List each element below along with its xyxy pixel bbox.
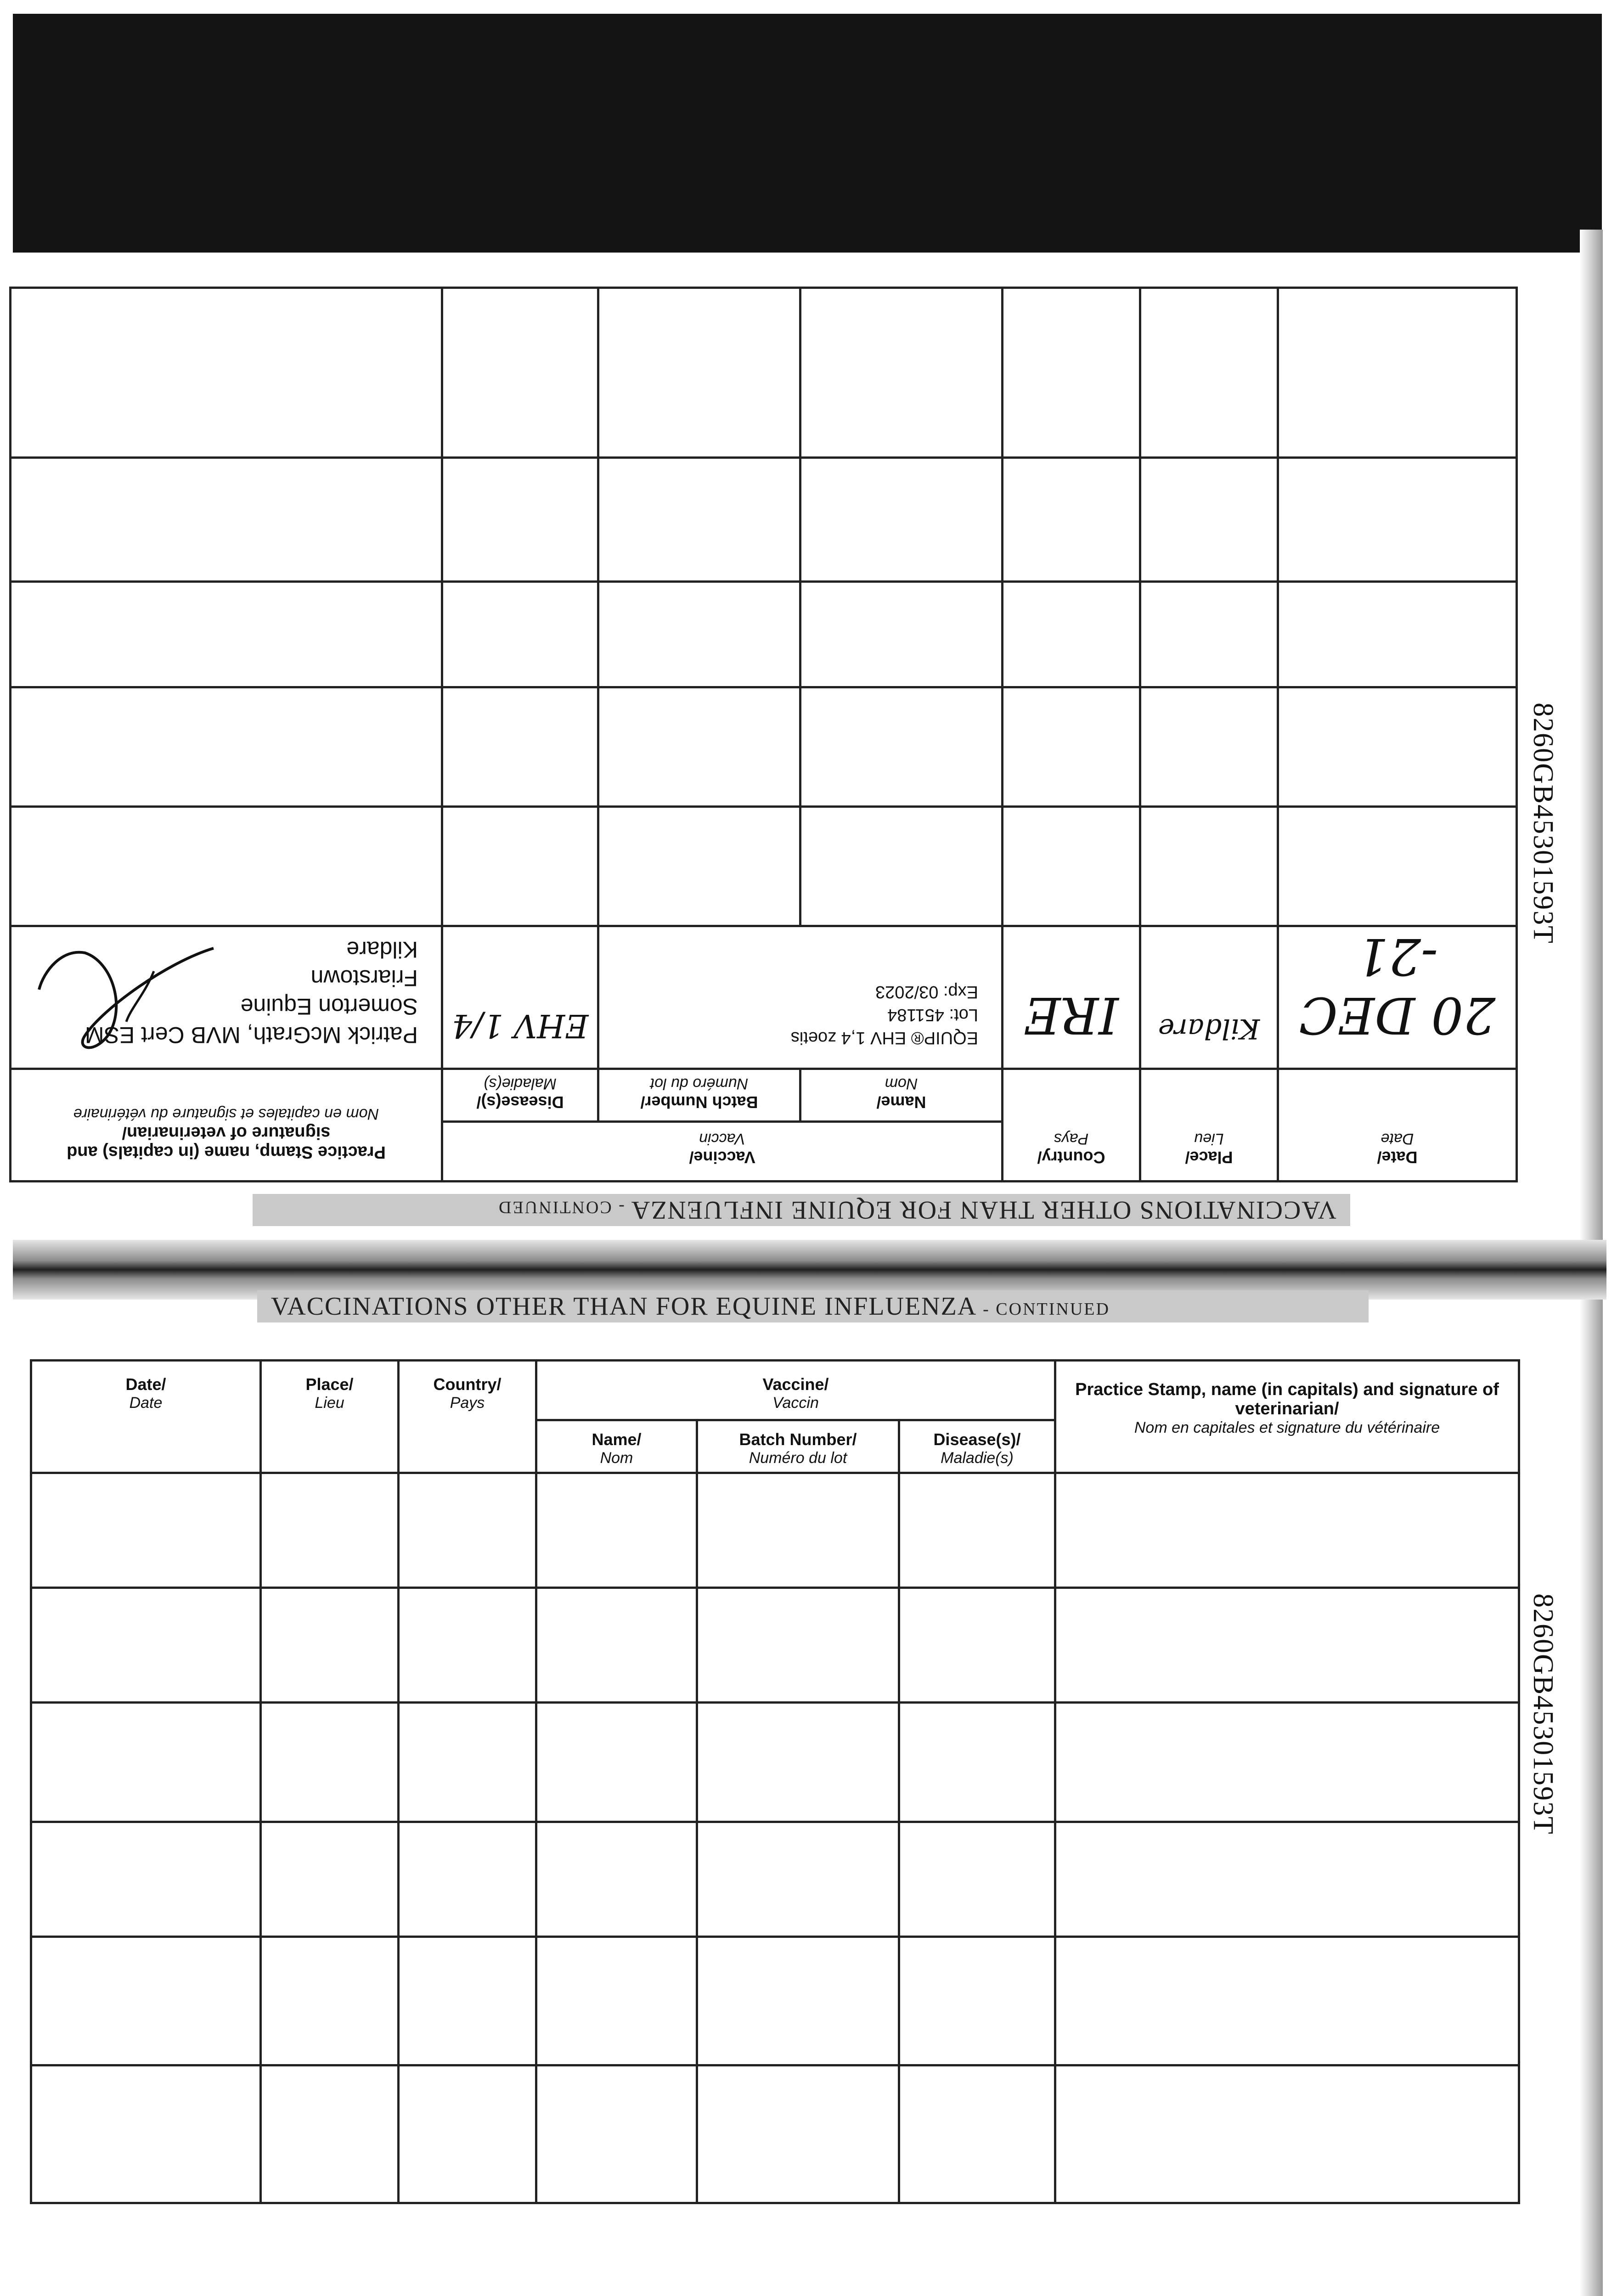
top-page-rotated <box>11 287 1518 1182</box>
table-row <box>11 687 1517 807</box>
table-row <box>31 1473 1519 1588</box>
entry-vaccine: EQUIP® EHV 1,4 zoetis Lot: 451184 Exp: 03/2023 <box>598 926 1003 1069</box>
header-vaccine: Vaccine/ Vaccin <box>536 1361 1055 1420</box>
header-vaccine: Vaccine/ Vaccin <box>442 1122 1003 1182</box>
document-code-bottom: 8260GB45301593T <box>1527 1593 1559 1835</box>
header-place: Place/ Lieu <box>1140 1069 1278 1182</box>
signature-image <box>30 925 223 1063</box>
table-row <box>31 1937 1519 2065</box>
entry-stamp: Patrick McGrath, MVB Cert ESM Somerton Equine Friarstown Kildare <box>11 926 442 1069</box>
header-disease: Disease(s)/ Maladie(s) <box>899 1420 1055 1473</box>
header-name: Name/ Nom <box>536 1420 697 1473</box>
header-date: Date/ Date <box>31 1361 261 1473</box>
table-row <box>31 1588 1519 1703</box>
section-title-band-top: VACCINATIONS OTHER THAN FOR EQUINE INFLUENZA - CONTINUED <box>253 1194 1350 1226</box>
entry-disease: EHV 1/4 <box>442 926 598 1069</box>
header-stamp: Practice Stamp, name (in capitals) and signature of veterinarian/ Nom en capitales et signature du vétérinaire <box>1055 1361 1519 1473</box>
scan-dark-border <box>13 14 1602 253</box>
header-country: Country/ Pays <box>399 1361 536 1473</box>
header-stamp: Practice Stamp, name (in capitals) and signature of veterinarian/ Nom en capitales et signature du vétérinaire <box>11 1069 442 1182</box>
entry-place: Kildare <box>1140 926 1278 1069</box>
table-row <box>11 288 1517 458</box>
table-row <box>31 1703 1519 1822</box>
table-row <box>11 458 1517 582</box>
header-date: Date/ Date <box>1278 1069 1517 1182</box>
header-country: Country/ Pays <box>1003 1069 1140 1182</box>
header-batch: Batch Number/ Numéro du lot <box>697 1420 899 1473</box>
table-row <box>31 2065 1519 2203</box>
header-batch: Batch Number/ Numéro du lot <box>598 1069 800 1122</box>
header-place: Place/ Lieu <box>261 1361 399 1473</box>
table-row <box>11 582 1517 687</box>
top-band-rotated <box>266 1194 1350 1226</box>
table-row <box>11 807 1517 926</box>
document-code-top: 8260GB45301593T <box>1527 703 1559 944</box>
vaccination-table-bottom <box>30 1359 1520 2204</box>
entry-country: IRE <box>1003 926 1140 1069</box>
header-disease: Disease(s)/ Maladie(s) <box>442 1069 598 1122</box>
vaccination-table-top <box>9 287 1518 1182</box>
entry-date: 20 DEC -21 <box>1278 926 1517 1069</box>
section-title-band: VACCINATIONS OTHER THAN FOR EQUINE INFLUENZA - CONTINUED <box>257 1290 1369 1322</box>
table-row <box>31 1822 1519 1937</box>
header-name: Name/ Nom <box>800 1069 1003 1122</box>
table-row <box>11 926 1517 1069</box>
